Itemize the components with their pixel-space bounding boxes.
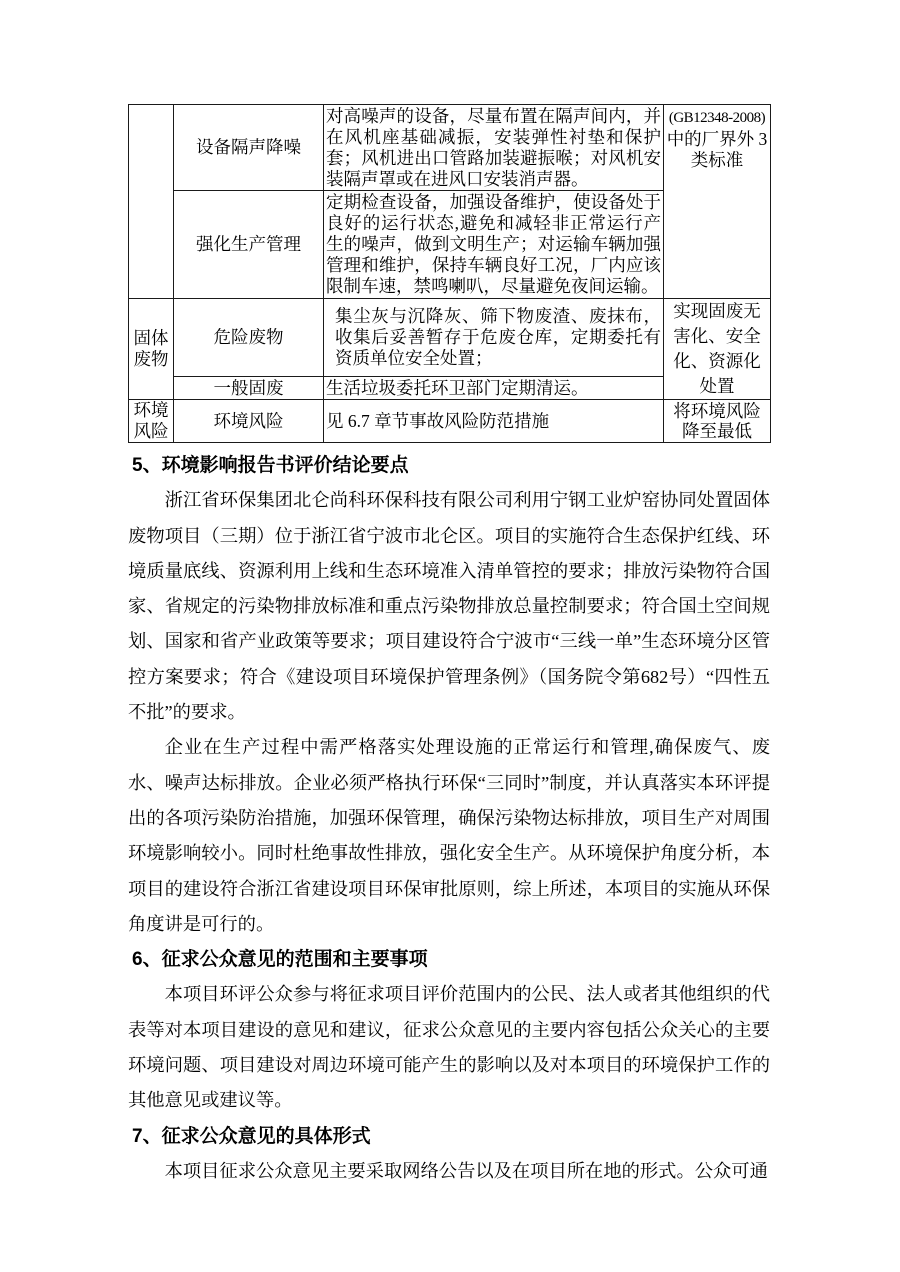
measure-label-hazardous-waste: 危险废物 <box>174 299 324 377</box>
noise-standard-cell <box>664 105 771 299</box>
section-5-paragraph-1: 浙江省环保集团北仑尚科环保科技有限公司利用宁钢工业炉窑协同处置固体废物项目（三期）位于浙江省宁波市北仑区。项目的实施符合生态保护红线、环境质量底线、资源利用上线和生态环境准入清单管控的要求；排放污染物符合国家、省规定的污染物排放标准和重点污染物排放总量控制要求；符合国土空间规划、国家和省产业政策等要求；项目建设符合宁波市“三线一单”生态环境分区管控方案要求；符合《建设项目环境保护管理条例》（国务院令第682号）“四性五不批”的要求。 <box>128 490 770 723</box>
category-cell-environmental-risk: 环境风险 <box>129 400 174 443</box>
measure-text-general-waste: 生活垃圾委托环卫部门定期清运。 <box>324 376 664 399</box>
section-6-heading: 6、征求公众意见的范围和主要事项 <box>132 949 428 971</box>
measure-label-environmental-risk: 环境风险 <box>174 400 324 443</box>
section-5-paragraph-2: 企业在生产过程中需严格落实处理设施的正常运行和管理,确保废气、废水、噪声达标排放。企业必须严格执行环保“三同时”制度，并认真落实本环评提出的各项污染防治措施，加强环保管理，确保污染物达标排放，项目生产对周围环境影响较小。同时杜绝事故性排放，强化安全生产。从环境保护角度分析，本项目的建设符合浙江省建设项目环保审批原则，综上所述，本项目的实施从环保角度讲是可行的。 <box>128 737 770 934</box>
section-6-paragraph-1: 本项目环评公众参与将征求项目评价范围内的公民、法人或者其他组织的代表等对本项目建设的意见和建议，征求公众意见的主要内容包括公众关心的主要环境问题、项目建设对周边环境可能产生的影响以及对本项目的环境保护工作的其他意见或建议等。 <box>128 984 770 1111</box>
measure-text-production-management: 定期检查设备，加强设备维护，使设备处于良好的运行状态,避免和减轻非正常运行产生的噪声，做到文明生产；对运输车辆加强管理和维护，保持车辆良好工况，厂内应该限制车速，禁鸣喇叭，尽量避免夜间运输。 <box>324 191 664 299</box>
solid-waste-outcome-cell: 实现固废无害化、安全化、资源化处置 <box>664 299 771 400</box>
category-cell-continued-empty <box>129 105 174 299</box>
page-content <box>128 104 770 1189</box>
measure-text-environmental-risk: 见 6.7 章节事故风险防范措施 <box>324 400 664 443</box>
table-row-environmental-risk <box>129 400 771 443</box>
noise-standard-desc: 中的厂界外 3 类标准 <box>666 129 768 170</box>
pollution-control-measures-table <box>128 104 771 443</box>
table-row-hazardous-waste <box>129 299 771 377</box>
measure-label-noise-insulation: 设备隔声降噪 <box>174 105 324 191</box>
measure-label-production-management: 强化生产管理 <box>174 191 324 299</box>
measure-text-noise-insulation: 对高噪声的设备，尽量布置在隔声间内，并在风机座基础减振，安装弹性衬垫和保护套；风机进出口管路加装避振喉；对风机安装隔声罩或在进风口安装消声器。 <box>324 105 664 191</box>
measure-label-general-waste: 一般固废 <box>174 376 324 399</box>
measure-text-hazardous-waste: 集尘灰与沉降灰、筛下物废渣、废抹布，收集后妥善暂存于危废仓库，定期委托有资质单位安全处置； <box>324 299 664 377</box>
section-7-heading: 7、征求公众意见的具体形式 <box>132 1125 371 1147</box>
table-row-noise-insulation <box>129 105 771 191</box>
noise-standard-code: (GB12348-2008) <box>668 110 766 126</box>
environmental-risk-outcome-cell: 将环境风险降至最低 <box>664 400 771 443</box>
section-5-heading: 5、环境影响报告书评价结论要点 <box>132 455 409 476</box>
section-7-paragraph-1: 本项目征求公众意见主要采取网络公告以及在项目所在地的形式。公众可通 <box>164 1160 768 1181</box>
category-cell-solid-waste: 固体废物 <box>129 299 174 400</box>
